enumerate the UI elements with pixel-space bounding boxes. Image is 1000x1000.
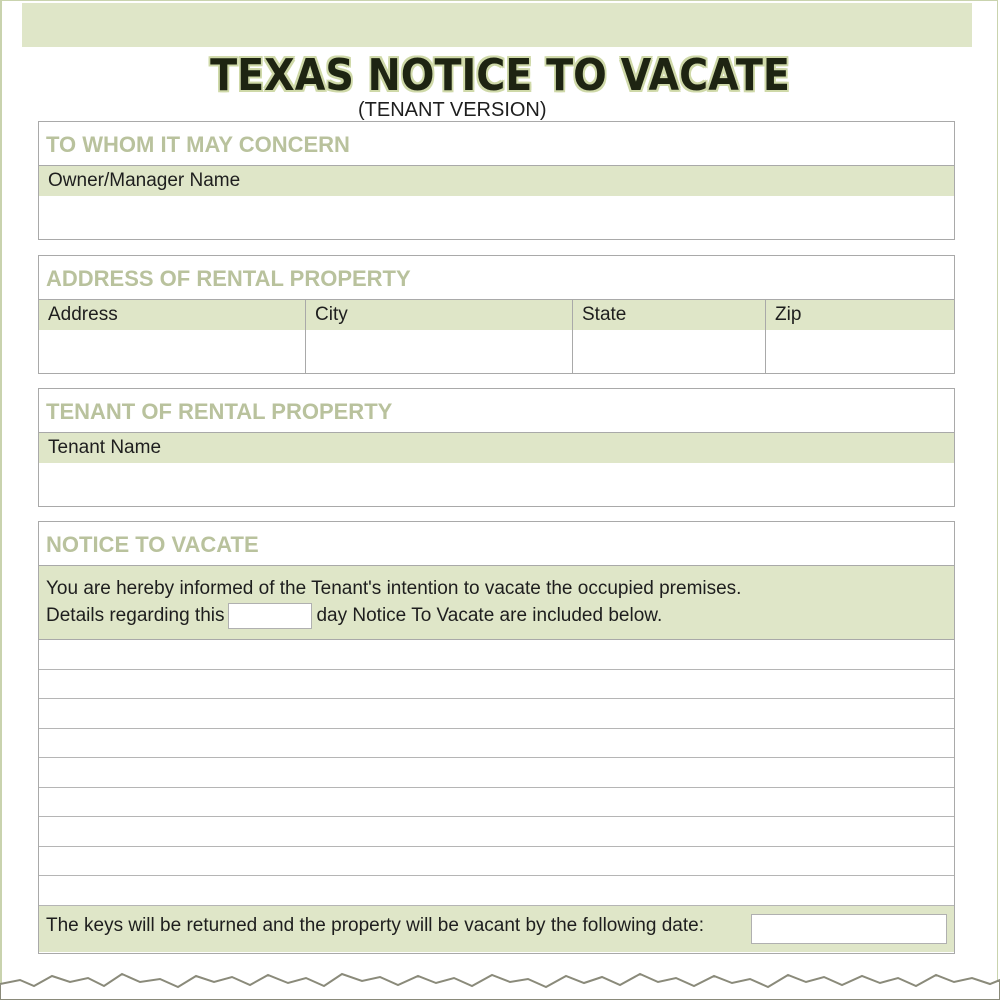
tenant-name-label: Tenant Name xyxy=(48,437,162,458)
header-band xyxy=(22,3,972,47)
notice-line-2 xyxy=(46,602,954,629)
detail-line[interactable] xyxy=(39,640,954,670)
owner-manager-field[interactable] xyxy=(39,196,954,240)
detail-line[interactable] xyxy=(39,758,954,788)
city-field[interactable] xyxy=(305,330,572,374)
torn-paper-edge xyxy=(0,962,1000,1000)
notice-section xyxy=(38,521,955,954)
state-label: State xyxy=(572,300,765,330)
tenant-name-field[interactable] xyxy=(39,463,954,507)
city-label: City xyxy=(305,300,572,330)
tenant-heading: TENANT OF RENTAL PROPERTY xyxy=(39,389,954,433)
notice-line-2-after: day Notice To Vacate are included below. xyxy=(316,605,663,626)
owner-manager-label: Owner/Manager Name xyxy=(48,170,241,191)
tenant-label-row xyxy=(39,433,954,463)
zip-field[interactable] xyxy=(765,330,953,374)
page-title: TEXAS NOTICE TO VACATE xyxy=(210,50,790,101)
notice-statement xyxy=(39,566,954,640)
notice-line-2-before: Details regarding this xyxy=(46,605,225,626)
address-label: Address xyxy=(48,304,118,325)
address-label-row xyxy=(39,300,954,330)
vacate-date-label: The keys will be returned and the property will be vacant by the following date: xyxy=(46,914,704,936)
vacate-date-row xyxy=(39,906,954,952)
notice-line-1: You are hereby informed of the Tenant's intention to vacate the occupied premises. xyxy=(46,578,742,599)
vacate-date-field[interactable] xyxy=(751,914,947,944)
notice-heading: NOTICE TO VACATE xyxy=(39,522,954,566)
concern-label-row xyxy=(39,166,954,196)
notice-days-field[interactable] xyxy=(228,603,312,629)
address-section xyxy=(38,255,955,374)
page-subtitle: (TENANT VERSION) xyxy=(358,99,547,121)
detail-line[interactable] xyxy=(39,788,954,818)
detail-line[interactable] xyxy=(39,699,954,729)
address-input-row xyxy=(39,330,954,374)
address-heading: ADDRESS OF RENTAL PROPERTY xyxy=(39,256,954,300)
detail-line[interactable] xyxy=(39,876,954,906)
detail-line[interactable] xyxy=(39,847,954,877)
detail-line[interactable] xyxy=(39,729,954,759)
detail-line[interactable] xyxy=(39,817,954,847)
address-field[interactable] xyxy=(39,330,305,374)
detail-line[interactable] xyxy=(39,670,954,700)
zip-label: Zip xyxy=(765,300,953,330)
concern-heading: TO WHOM IT MAY CONCERN xyxy=(39,122,954,166)
state-field[interactable] xyxy=(572,330,765,374)
concern-section xyxy=(38,121,955,240)
tenant-section xyxy=(38,388,955,507)
details-lines[interactable] xyxy=(39,640,954,906)
